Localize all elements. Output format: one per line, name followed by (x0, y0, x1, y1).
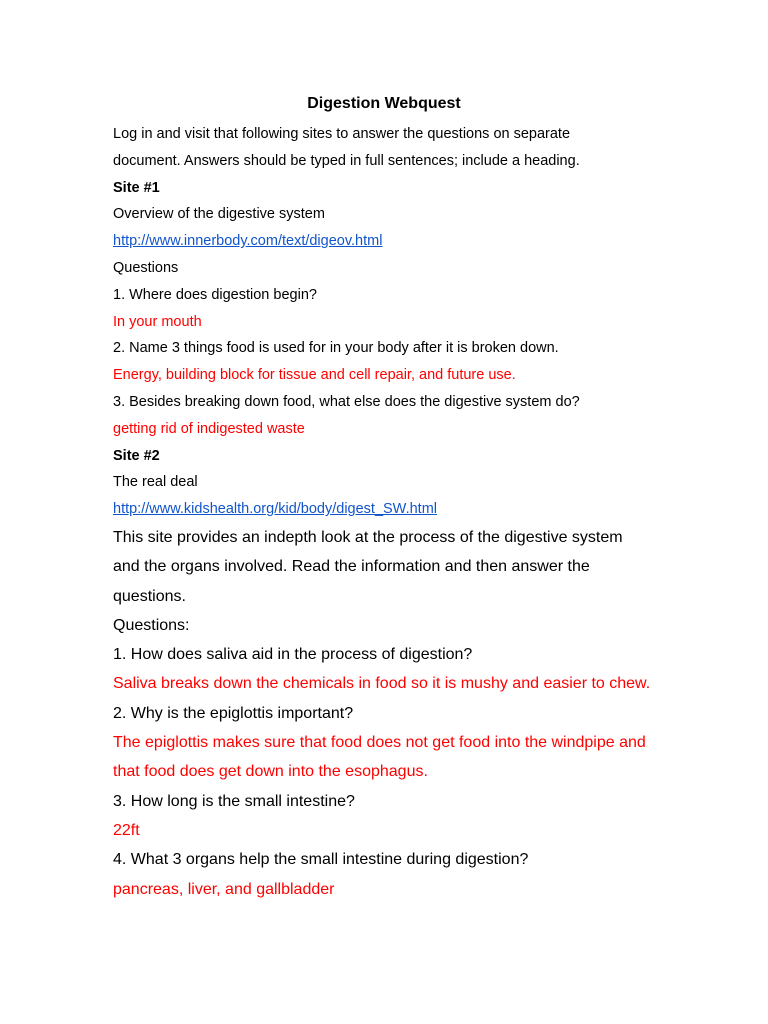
site2-question-3: 3. How long is the small intestine? (113, 792, 355, 810)
document-body (113, 121, 653, 904)
site1-answer-3: getting rid of indigested waste (113, 420, 305, 437)
site1-answer-2: Energy, building block for tissue and cell repair, and future use. (113, 367, 516, 384)
site2-heading: Site #2 (113, 447, 160, 464)
site2-questions-label: Questions: (113, 616, 190, 634)
document-title: Digestion Webquest (307, 95, 461, 112)
site2-description: This site provides an indepth look at the process of the digestive system and the organs involved. Read the information and then answer the questions. (113, 528, 623, 605)
site2-answer-3: 22ft (113, 821, 140, 839)
site2-subtitle: The real deal (113, 474, 198, 491)
site2-question-4: 4. What 3 organs help the small intestine during digestion? (113, 851, 529, 869)
site2-answer-1: Saliva breaks down the chemicals in food so it is mushy and easier to chew. (113, 675, 651, 693)
intro-text-line-1: Log in and visit that following sites to answer the questions on separate (113, 126, 571, 142)
site1-link[interactable]: http://www.innerbody.com/text/digeov.html (113, 233, 383, 250)
site1-subtitle: Overview of the digestive system (113, 206, 325, 223)
site1-question-3: 3. Besides breaking down food, what else does the digestive system do? (113, 393, 580, 410)
site1-questions-label: Questions (113, 259, 179, 276)
site2-answer-2: The epiglottis makes sure that food does not get food into the windpipe and that food does get down into the esophagus. (113, 734, 646, 781)
site2-answer-4: pancreas, liver, and gallbladder (113, 880, 335, 898)
site2-link[interactable]: http://www.kidshealth.org/kid/body/digest_SW.html (113, 501, 437, 518)
site1-question-1: 1. Where does digestion begin? (113, 286, 317, 303)
site2-question-2: 2. Why is the epiglottis important? (113, 704, 354, 722)
site1-question-2: 2. Name 3 things food is used for in your body after it is broken down. (113, 340, 559, 357)
site2-question-1: 1. How does saliva aid in the process of digestion? (113, 646, 473, 664)
intro-text-line-2: document. Answers should be typed in full sentences; include a heading. (113, 152, 580, 169)
site1-heading: Site #1 (113, 179, 160, 196)
site1-answer-1: In your mouth (113, 313, 202, 330)
